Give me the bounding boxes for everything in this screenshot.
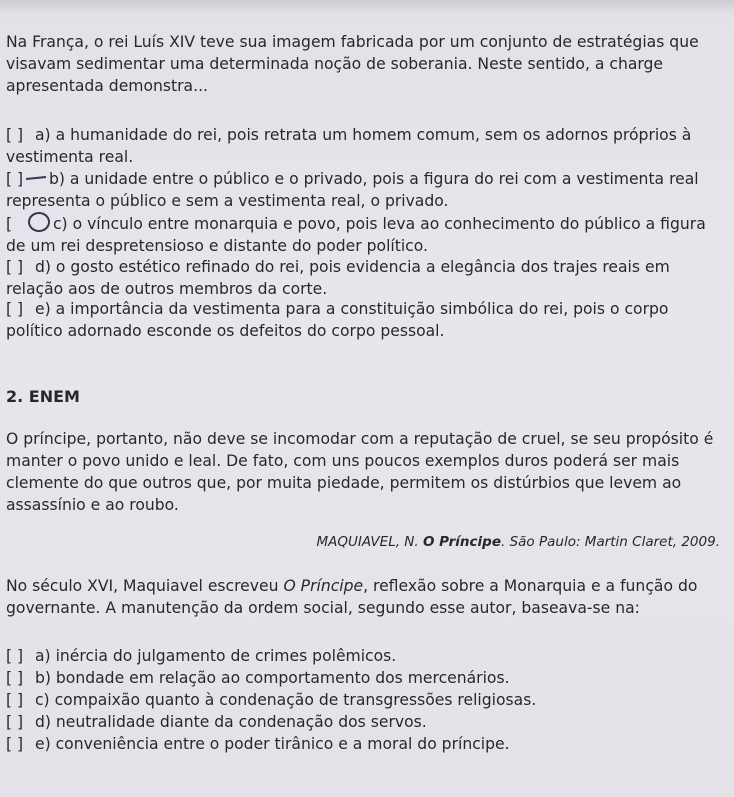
citation-title: O Príncipe: [422, 534, 501, 550]
q2-option-d-checkbox[interactable]: [ ]: [6, 713, 24, 731]
q2-option-a-text: a) inércia do julgamento de crimes polêmicos.: [34, 647, 397, 665]
q2-option-c-checkbox[interactable]: [ ]: [6, 691, 24, 709]
page-top-edge: [0, 0, 734, 14]
q1-option-b-text: b) a unidade entre o público e o privado, pois a figura do rei com a vestimenta real representa o público e sem a vestimenta real, o privado.: [6, 170, 699, 210]
q1-stem: Na França, o rei Luís XIV teve sua imagem fabricada por um conjunto de estratégias que visavam sedimentar uma determinada noção de soberania. Neste sentido, a charge apresentada demonstra...: [6, 33, 699, 95]
q2-stem-title: O Príncipe: [283, 577, 364, 595]
q1-option-b-checkbox[interactable]: [ ]: [6, 170, 24, 188]
q2-stem-end: , reflexão sobre a Monarquia e a função do governante. A manutenção da ordem social, segundo esse autor, baseava-se na:: [6, 577, 698, 617]
q2-option-e-checkbox[interactable]: [ ]: [6, 735, 24, 753]
q2-stem: [6, 575, 726, 619]
q2-stem-start: No século XVI, Maquiavel escreveu: [6, 577, 284, 595]
q1-option-d[interactable]: [6, 256, 726, 300]
q1-option-b[interactable]: [6, 168, 726, 212]
citation-author: MAQUIAVEL, N.: [316, 534, 423, 550]
q1-option-a[interactable]: [6, 124, 726, 168]
q2-option-d[interactable]: [6, 711, 726, 733]
q1-option-d-checkbox[interactable]: [ ]: [6, 258, 24, 276]
q2-option-c-text: c) compaixão quanto à condenação de transgressões religiosas.: [34, 691, 537, 709]
q1-option-e-text: e) a importância da vestimenta para a constituição simbólica do rei, pois o corpo político adornado esconde os defeitos do corpo pessoal.: [6, 300, 669, 340]
q1-option-c-text: c) o vínculo entre monarquia e povo, pois leva ao conhecimento do público a figura de um rei despretensioso e distante do poder político.: [6, 215, 706, 255]
q2-option-a-checkbox[interactable]: [ ]: [6, 647, 24, 665]
q2-option-e-text: e) conveniência entre o poder tirânico e a moral do príncipe.: [34, 735, 510, 753]
pen-circle-mark: [28, 212, 50, 232]
q2-citation: [317, 532, 721, 552]
q1-option-c-checkbox[interactable]: [: [6, 215, 13, 233]
q2-excerpt: O príncipe, portanto, não deve se incomodar com a reputação de cruel, se seu propósito é manter o povo unido e leal. De fato, com uns poucos exemplos duros poderá ser mais clemente do que outros que, por muita piedade, permitem os distúrbios que levem ao assassínio e ao roubo.: [6, 430, 714, 514]
q2-option-c[interactable]: [6, 689, 726, 711]
q1-option-e[interactable]: [6, 298, 726, 342]
q2-option-b[interactable]: [6, 667, 726, 689]
q2-option-b-text: b) bondade em relação ao comportamento dos mercenários.: [34, 669, 510, 687]
citation-rest: . São Paulo: Martin Claret, 2009.: [501, 534, 720, 550]
q1-option-a-text: a) a humanidade do rei, pois retrata um homem comum, sem os adornos próprios à vestimenta real.: [6, 126, 692, 166]
q1-option-e-checkbox[interactable]: [ ]: [6, 300, 24, 318]
q1-option-a-checkbox[interactable]: [ ]: [6, 126, 24, 144]
q2-option-d-text: d) neutralidade diante da condenação dos servos.: [34, 713, 427, 731]
q2-option-b-checkbox[interactable]: [ ]: [6, 669, 24, 687]
q2-option-a[interactable]: [6, 645, 726, 667]
q2-option-e[interactable]: [6, 733, 726, 755]
q1-option-d-text: d) o gosto estético refinado do rei, pois evidencia a elegância dos trajes reais em relação aos de outros membros da corte.: [6, 258, 670, 298]
q1-option-c[interactable]: [6, 212, 726, 257]
q2-title: 2. ENEM: [6, 387, 80, 406]
